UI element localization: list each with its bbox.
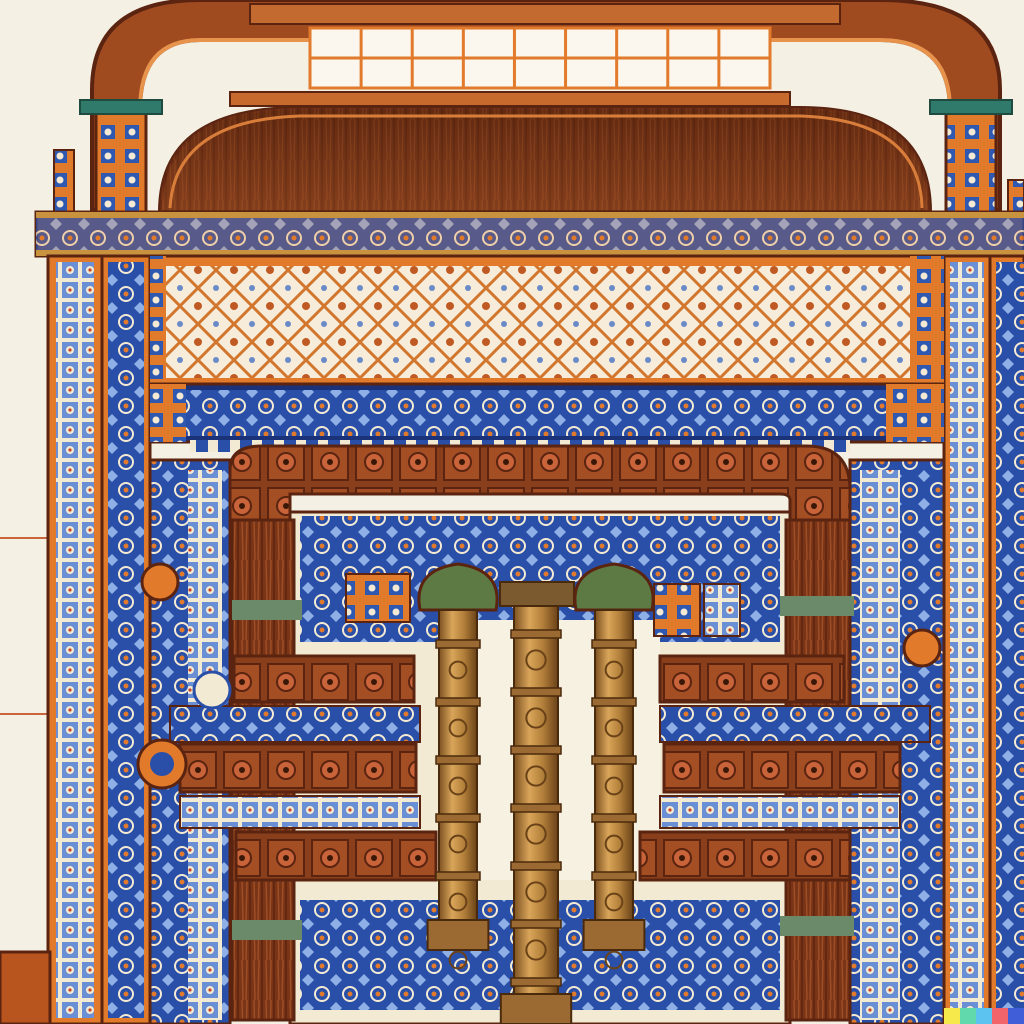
medallion — [904, 630, 940, 666]
column-base — [501, 994, 571, 1024]
blue-tile-band — [150, 384, 944, 442]
column-base — [584, 920, 645, 950]
column-ring — [511, 862, 561, 870]
column-ring — [436, 698, 480, 706]
tile-rail — [180, 796, 420, 828]
dentil — [196, 440, 208, 452]
tile-rail — [660, 796, 900, 828]
column-ring — [511, 920, 561, 928]
medallion — [142, 564, 178, 600]
column-ring — [436, 756, 480, 764]
inner-pillar-left — [102, 256, 150, 1024]
column-ring — [592, 756, 636, 764]
column-ring — [592, 814, 636, 822]
column-ring — [511, 978, 561, 986]
column-ring — [436, 640, 480, 648]
column-ring — [592, 872, 636, 880]
column-center-capital — [500, 582, 574, 606]
finial-left — [54, 150, 74, 212]
medallion — [194, 672, 230, 708]
upper-tile-panel — [654, 584, 700, 636]
tile-rail — [170, 706, 420, 742]
watermark-swatch — [992, 1008, 1008, 1024]
dentil — [834, 440, 846, 452]
dentil — [218, 440, 230, 452]
medallion — [150, 752, 174, 776]
outer-pillar-left — [48, 256, 102, 1024]
column-ring — [436, 872, 480, 880]
carved-rail — [664, 744, 900, 792]
column-ring — [511, 688, 561, 696]
watermark-swatch — [1008, 1008, 1024, 1024]
carved-rail — [660, 656, 844, 702]
wooden-dome — [160, 92, 930, 212]
upper-tile-panel — [704, 584, 740, 636]
carved-rail — [236, 832, 436, 880]
upper-tile-panel — [346, 574, 410, 622]
inner-pillar-right — [944, 256, 990, 1024]
base-step-left — [0, 952, 50, 1024]
watermark-swatch — [944, 1008, 960, 1024]
grid-window — [310, 28, 770, 88]
column-ring — [511, 630, 561, 638]
watermark-swatch — [976, 1008, 992, 1024]
tile-rail — [660, 706, 930, 742]
finial-right — [1008, 180, 1024, 212]
column-base — [428, 920, 489, 950]
watermark-swatch — [960, 1008, 976, 1024]
column-ring — [592, 698, 636, 706]
lattice-screen — [150, 256, 944, 386]
frieze-band — [36, 212, 1024, 256]
column-ring — [511, 804, 561, 812]
carved-rail — [234, 656, 414, 702]
outer-pillar-right — [990, 256, 1024, 1024]
column-ring — [436, 814, 480, 822]
column-ring — [511, 746, 561, 754]
carved-rail — [180, 744, 416, 792]
watermark-strip — [944, 1008, 1024, 1024]
column-ring — [592, 640, 636, 648]
carved-rail — [640, 832, 850, 880]
